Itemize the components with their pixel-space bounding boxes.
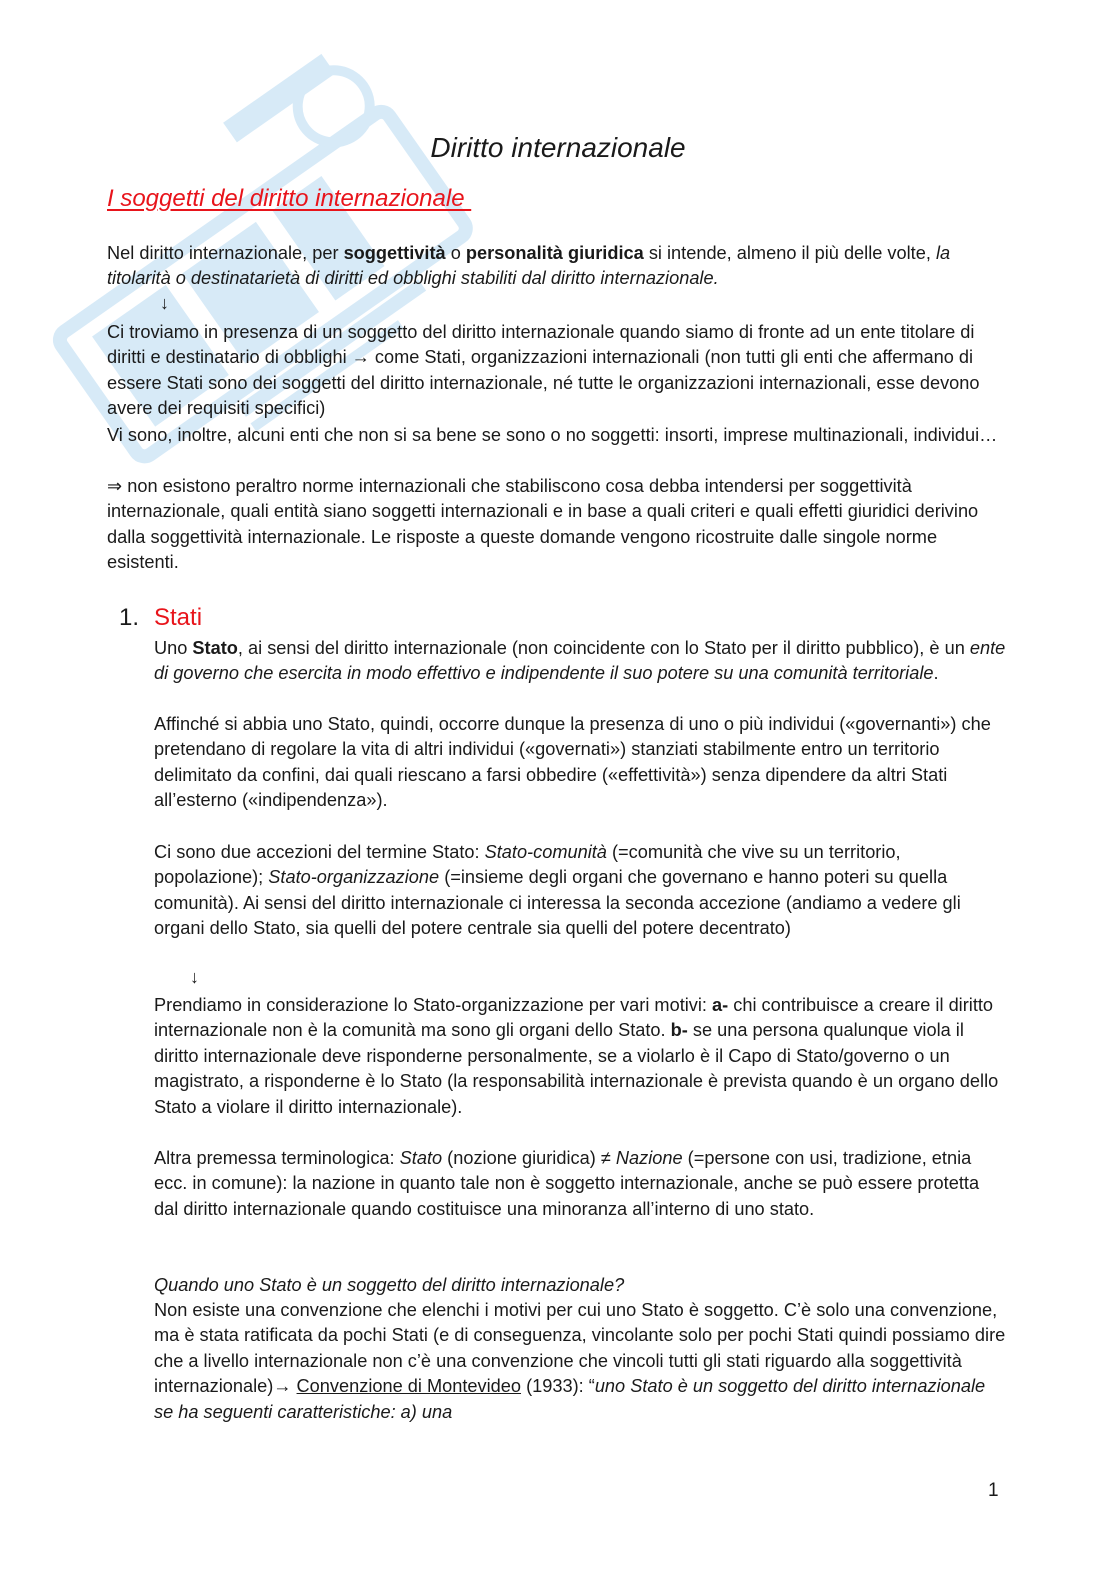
- intro-paragraph-4: ⇒ non esistono peraltro norme internazionali che stabiliscono cosa debba intendersi per soggettività internazionale, quali entità siano soggetti internazionali e in base a quali criteri e quali effetti giuridici derivino dalla soggettività internazionale. Le risposte a queste domande vengono ricostruite dalle singole norme esistenti.: [107, 476, 979, 573]
- stati-paragraph-3: Ci sono due accezioni del termine Stato: Stato-comunità (=comunità che vive su un territorio, popolazione); Stato-organizzazione (=insieme degli organi che governano e hanno poteri su quella comunità). Ai sensi del diritto internazionale ci interessa la seconda accezione (andiamo a vedere gli organi dello Stato, sia quelli del potere centrale sia quelli del potere decentrato): [154, 842, 961, 939]
- subsection-heading-stati: Stati: [154, 604, 203, 631]
- stati-paragraph-2: Affinché si abbia uno Stato, quindi, occorre dunque la presenza di uno o più individui («governanti») che pretendano di regolare la vita di altri individui («governati») stanziati stabilmente entro un territorio delimitato da confini, dai quali riescano a farsi obbedire («effettività») senza dipendere da altri Stati all’esterno («indipendenza»).: [154, 714, 991, 811]
- stati-paragraph-5: Altra premessa terminologica: Stato (nozione giuridica) ≠ Nazione (=persone con usi, tradizione, etnia ecc. in comune): la nazione in quanto tale non è soggetto internazionale, anche se può essere protetta dal diritto internazionale quando costituisce una minoranza all’interno di uno stato.: [154, 1148, 980, 1219]
- montevideo-link: Convenzione di Montevideo: [296, 1376, 522, 1397]
- document-title: Diritto internazionale: [430, 132, 686, 163]
- stati-paragraph-1: Uno Stato, ai sensi del diritto internazionale (non coincidente con lo Stato per il diritto pubblico), è un ente di governo che esercita in modo effettivo e indipendente il suo potere su una comunità territoriale.: [154, 638, 1006, 684]
- page-number: 1: [988, 1480, 999, 1501]
- list-number: 1.: [119, 604, 140, 631]
- stati-paragraph-6: Non esiste una convenzione che elenchi i motivi per cui uno Stato è soggetto. C’è solo una convenzione, ma è stata ratificata da pochi Stati (e di conseguenza, vincolante solo per pochi Stati quindi possiamo dire che a livello internazionale non c’è una convenzione che vincoli tutti gli stati riguardo alla soggettività internazionale)→ Convenzione di Montevideo (1933): “uno Stato è un soggetto del diritto internazionale se ha seguenti caratteristiche: a) una: [154, 1300, 1006, 1422]
- intro-paragraph-1: Nel diritto internazionale, per soggettività o personalità giuridica si intende, almeno il più delle volte, la titolarità o destinatarietà di diritti ed obblighi stabiliti dal diritto internazionale.: [107, 243, 951, 289]
- stati-paragraph-4: Prendiamo in considerazione lo Stato-organizzazione per vari motivi: a- chi contribuisce a creare il diritto internazionale non è la comunità ma sono gli organi dello Stato. b- se una persona qualunque viola il diritto internazionale deve risponderne personalmente, se a violarlo è il Capo di Stato/governo o un magistrato, a risponderne è lo Stato (la responsabilità internazionale è prevista quando è un organo dello Stato a violare il diritto internazionale).: [154, 995, 999, 1117]
- section-heading: I soggetti del diritto internazionale: [107, 185, 472, 212]
- down-arrow-icon: ↓: [160, 293, 169, 313]
- intro-paragraph-3: Vi sono, inoltre, alcuni enti che non si sa bene se sono o no soggetti: insorti, imprese multinazionali, individui…: [107, 425, 998, 445]
- stati-question: Quando uno Stato è un soggetto del diritto internazionale?: [154, 1275, 625, 1295]
- down-arrow-icon: ↓: [190, 967, 199, 987]
- intro-paragraph-2: Ci troviamo in presenza di un soggetto del diritto internazionale quando siamo di fronte ad un ente titolare di diritti e destinatario di obblighi → come Stati, organizzazioni internazionali (non tutti gli enti che affermano di essere Stati sono dei soggetti del diritto internazionale, né tutte le organizzazioni internazionali, esse devono avere dei requisiti specifici): [107, 322, 980, 419]
